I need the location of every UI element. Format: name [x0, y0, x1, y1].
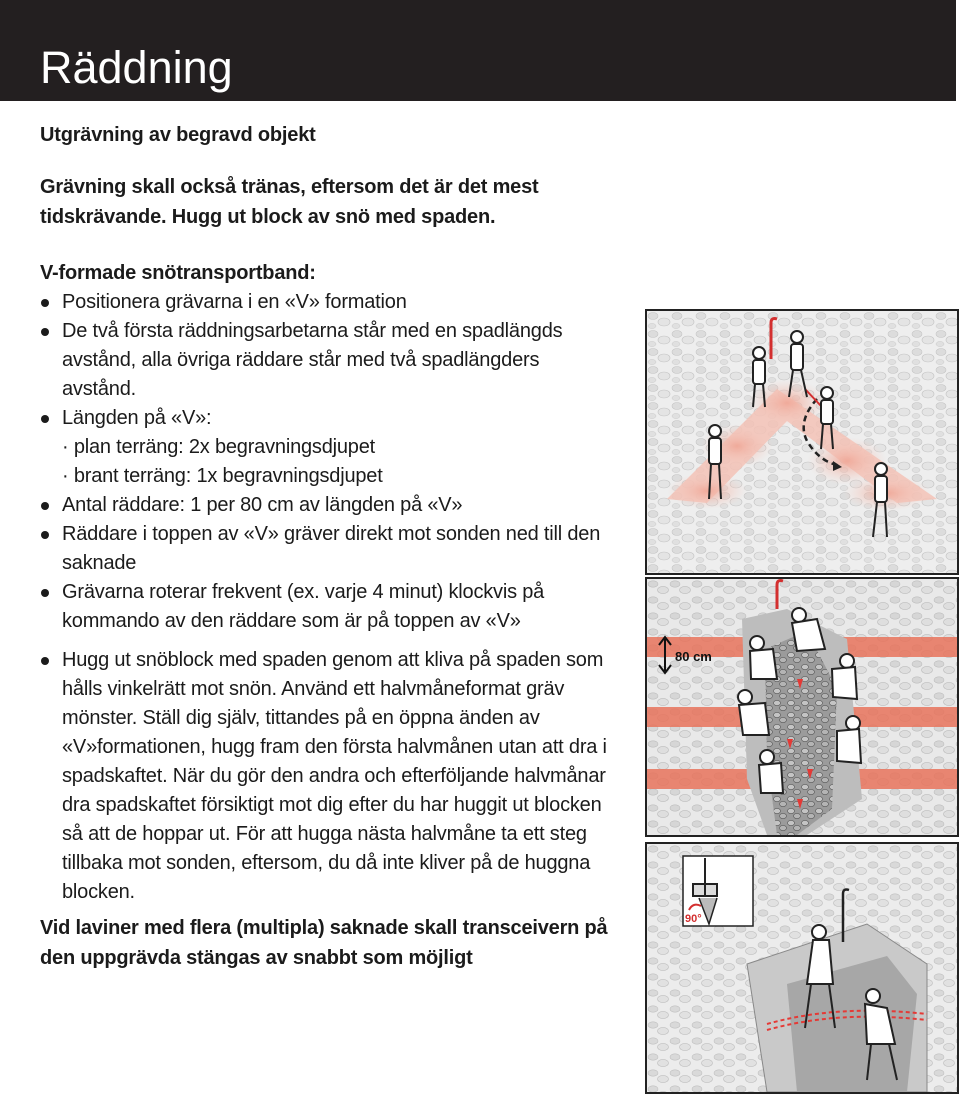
- angle-label: 90°: [685, 913, 702, 925]
- list-item: De två första räddningsarbetarna står med en spadlängds avstånd, alla övriga räddare står med två spadlängders avstånd.: [40, 317, 610, 404]
- sub-item-steep-terrain: · brant terräng: 1x begravningsdjupet: [62, 465, 383, 487]
- sub-item-flat-terrain: · plan terräng: 2x begravningsdjupet: [62, 436, 376, 458]
- text-column: [40, 120, 610, 973]
- closing-note: Vid laviner med flera (multipla) saknade skall transceivern på den uppgrävda stängas av snabbt som möjligt: [40, 917, 608, 969]
- cutting-blocks-illustration: [645, 842, 959, 1094]
- v-formation-heading: V-formade snötransportband:: [40, 262, 316, 284]
- bullet-dot-icon: [41, 531, 49, 539]
- distance-label: 80 cm: [675, 649, 712, 664]
- bullet-list: [40, 288, 610, 907]
- bullet-dot-icon: [41, 502, 49, 510]
- page-title: Räddning: [40, 42, 233, 93]
- list-item: Hugg ut snöblock med spaden genom att kliva på spaden som hålls vinkelrätt mot snön. Använd ett halvmåneformat gräv mönster. Ställ dig själv, tittandes på en öppna änden av «V»formationen, hugg fram den första halvmånen utan att dra i spadskaftet. När du gör den andra och efterföljande halvmånar dra spadskaftet försiktigt mot dig efter du har huggit ut blocken så att de hoppar ut. För att hugga nästa halvmåne ta ett steg tillbaka mot sonden, eftersom, du då inte kliver på de huggna blocken.: [40, 646, 610, 907]
- list-item: Antal räddare: 1 per 80 cm av längden på «V»: [40, 491, 610, 520]
- list-item: Positionera grävarna i en «V» formation: [40, 288, 610, 317]
- bullet-dot-icon: [41, 299, 49, 307]
- bullet-dot-icon: [41, 328, 49, 336]
- list-item: Längden på «V»: · plan terräng: 2x begravningsdjupet · brant terräng: 1x begravningsdjupet: [40, 404, 610, 491]
- intro-paragraph: Grävning skall också tränas, eftersom det är det mest tidskrävande. Hugg ut block av snö med spaden.: [40, 176, 539, 228]
- bullet-dot-icon: [41, 415, 49, 423]
- bullet-dot-icon: [41, 589, 49, 597]
- list-item: Räddare i toppen av «V» gräver direkt mot sonden ned till den saknade: [40, 520, 610, 578]
- digging-illustration: [645, 577, 959, 837]
- page-header: [0, 0, 956, 101]
- v-formation-illustration: [645, 309, 959, 575]
- list-item: Grävarna roterar frekvent (ex. varje 4 minut) klockvis på kommando av den räddare som är på toppen av «V»: [40, 578, 610, 636]
- bullet-dot-icon: [41, 657, 49, 665]
- section-heading: Utgrävning av begravd objekt: [40, 124, 316, 146]
